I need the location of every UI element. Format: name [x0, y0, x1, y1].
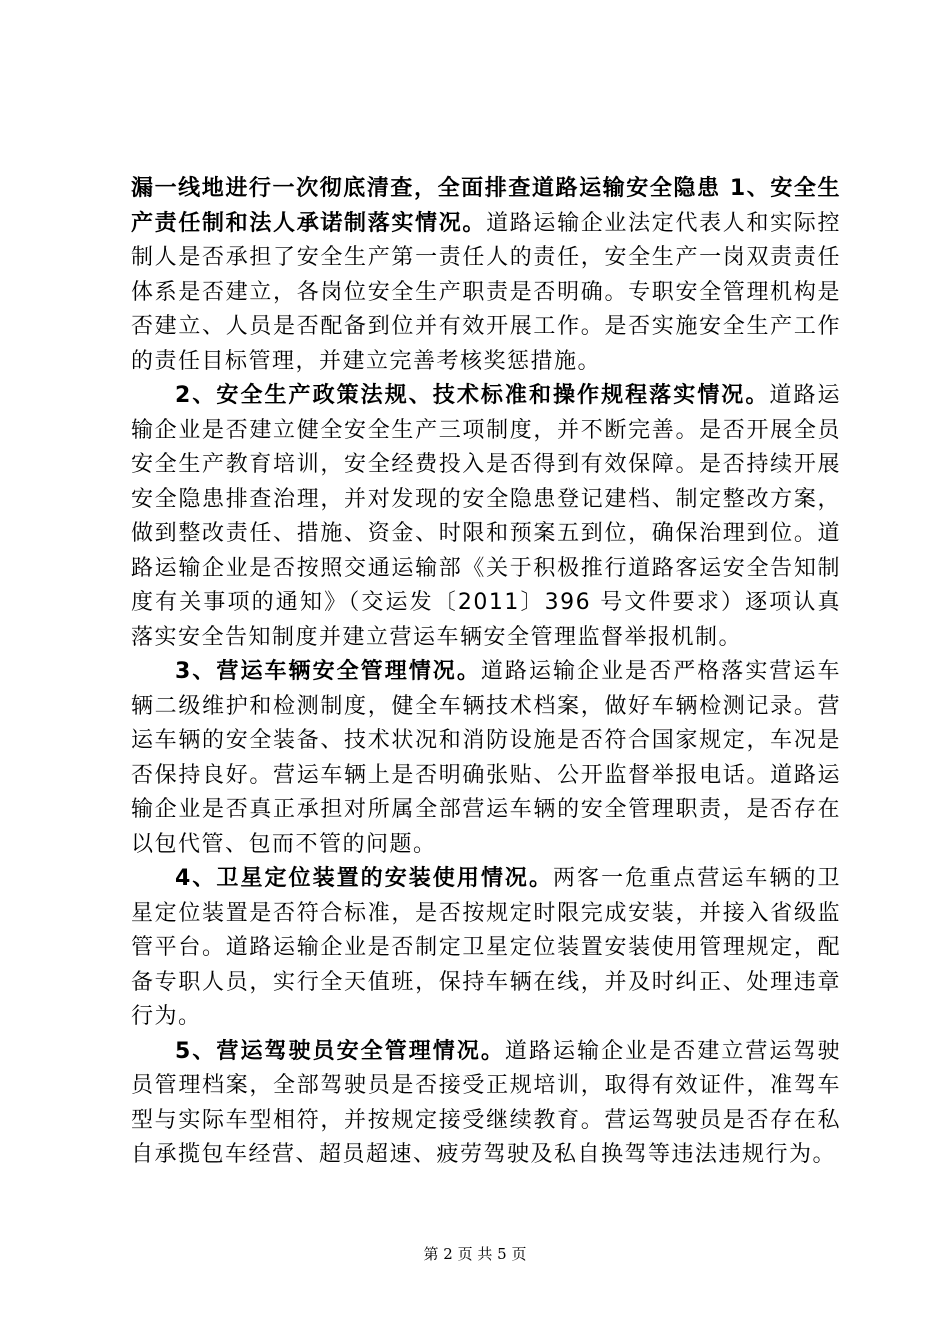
- paragraph-4-body: 两客一危重点营运车辆的卫星定位装置是否符合标准，是否按规定时限完成安装，并接入省级监管平台。道路运输企业是否制定卫星定位装置安装使用管理规定，配备专职人员，实行全天值班，保持车辆在线，并及时纠正、处理违章行为。: [131, 866, 841, 1029]
- paragraph-4-heading: 4、卫星定位装置的安装使用情况。: [175, 866, 554, 891]
- paragraph-1-heading: 漏一线地进行一次彻底清查，全面排查道路运输安全隐患 1、安全生产责任制和法人承诺制落实情况。: [131, 176, 841, 236]
- paragraph-5-heading: 5、营运驾驶员安全管理情况。: [175, 1038, 505, 1064]
- paragraph-3-heading: 3、营运车辆安全管理情况。: [175, 659, 481, 684]
- paragraph-3-body: 道路运输企业是否严格落实营运车辆二级维护和检测制度，健全车辆技术档案，做好车辆检测记录。营运车辆的安全装备、技术状况和消防设施是否符合国家规定，车况是否保持良好。营运车辆上是否明确张贴、公开监督举报电话。道路运输企业是否真正承担对所属全部营运车辆的安全管理职责，是否存在以包代管、包而不管的问题。: [131, 659, 841, 857]
- document-body: [131, 172, 841, 1173]
- paragraph-5-body: 道路运输企业是否建立营运驾驶员管理档案，全部驾驶员是否接受正规培训，取得有效证件，准驾车型与实际车型相符，并按规定接受继续教育。营运驾驶员是否存在私自承揽包车经营、超员超速、疲劳驾驶及私自换驾等违法违规行为。: [131, 1038, 841, 1167]
- paragraph-5: [131, 1035, 841, 1173]
- paragraph-2: [131, 379, 841, 655]
- paragraph-1-body: 道路运输企业法定代表人和实际控制人是否承担了安全生产第一责任人的责任，安全生产一岗双责责任体系是否建立，各岗位安全生产职责是否明确。专职安全管理机构是否建立、人员是否配备到位并有效开展工作。是否实施安全生产工作的责任目标管理，并建立完善考核奖惩措施。: [131, 210, 841, 374]
- paragraph-2-heading: 2、安全生产政策法规、技术标准和操作规程落实情况。: [175, 383, 770, 408]
- paragraph-4: [131, 862, 841, 1035]
- paragraph-3: [131, 655, 841, 862]
- page-number-footer: 第 2 页 共 5 页: [423, 1245, 527, 1263]
- paragraph-1: [131, 172, 841, 379]
- paragraph-2-body: 道路运输企业是否建立健全安全生产三项制度，并不断完善。是否开展全员安全生产教育培训，安全经费投入是否得到有效保障。是否持续开展安全隐患排查治理，并对发现的安全隐患登记建档、制定整改方案，做到整改责任、措施、资金、时限和预案五到位，确保治理到位。道路运输企业是否按照交通运输部《关于积极推行道路客运安全告知制度有关事项的通知》（交运发〔2011〕396 号文件要求）逐项认真落实安全告知制度并建立营运车辆安全管理监督举报机制。: [131, 383, 841, 650]
